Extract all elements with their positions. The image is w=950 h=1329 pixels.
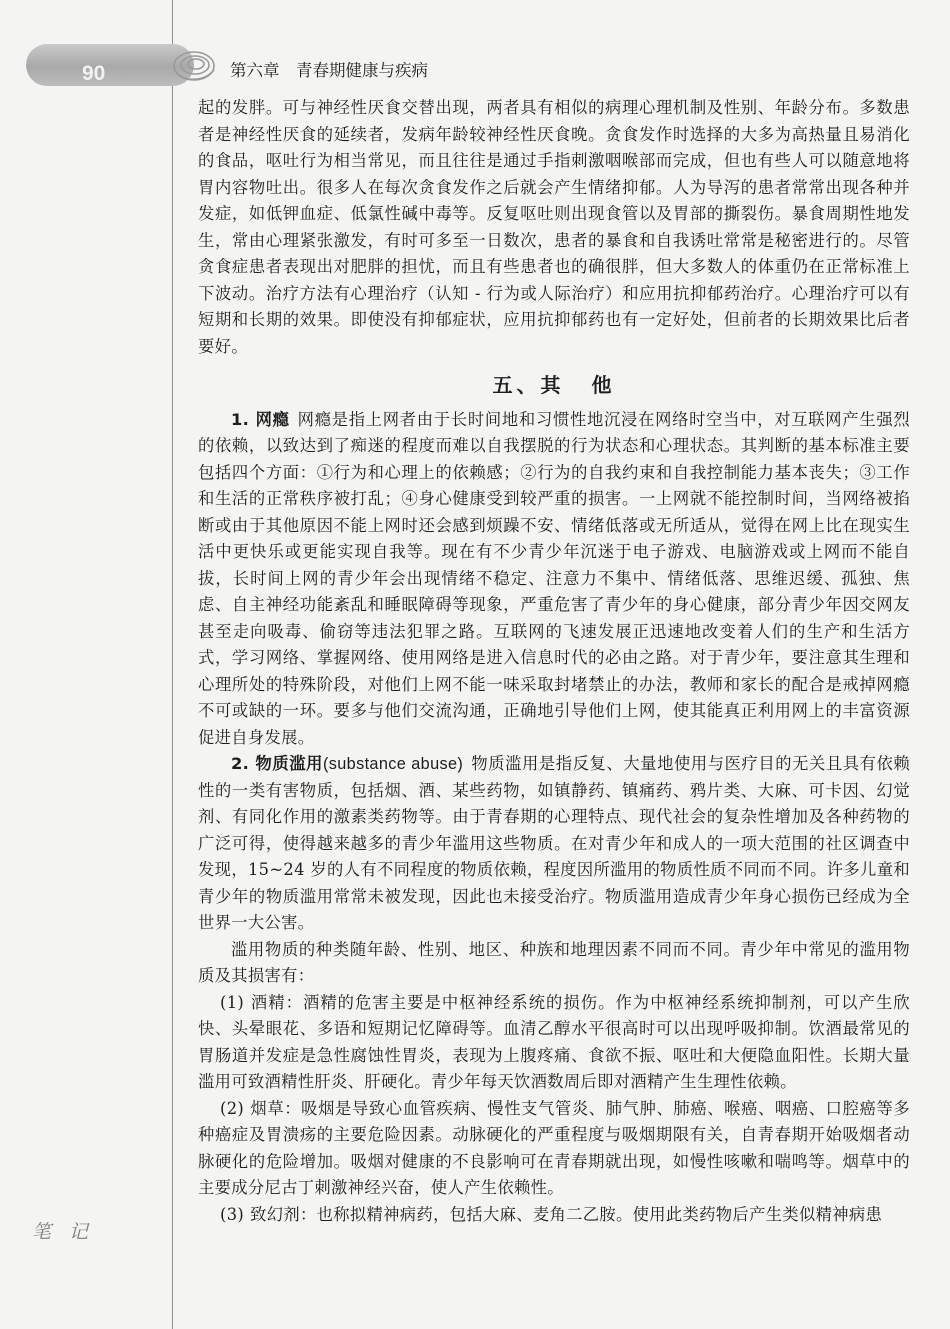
list-item-alcohol (198, 990, 910, 1096)
page-header (0, 30, 950, 90)
list-number: (2) (220, 1098, 245, 1118)
list-number: (1) (220, 992, 245, 1012)
item2-heading-en: (substance abuse) (323, 755, 464, 773)
margin-rule (172, 0, 173, 1329)
item1-text: 网瘾是指上网者由于长时间地和习惯性地沉浸在网络时空当中，对互联网产生强烈的依赖，以致达到了痴迷的程度而难以自我摆脱的行为状态和心理状态。其判断的基本标准主要包括四个方面：①行为和心理上的依赖感；②行为的自我约束和自我控制能力基本丧失；③工作和生活的正常秩序被打乱；④身心健康受到较严重的损害。一上网就不能控制时间，当网络被掐断或由于其他原因不能上网时还会感到烦躁不安、情绪低落或无所适从，觉得在网上比在现实生活中更快乐或更能实现自我等。现在有不少青少年沉迷于电子游戏、电脑游戏或上网而不能自拔，长时间上网的青少年会出现情绪不稳定、注意力不集中、情绪低落、思维迟缓、孤独、焦虑、自主神经功能紊乱和睡眠障碍等现象，严重危害了青少年的身心健康，部分青少年因交网友甚至走向吸毒、偷窃等违法犯罪之路。互联网的飞速发展正迅速地改变着人们的生产和生活方式，学习网络、掌握网络、使用网络是进入信息时代的必由之路。对于青少年，要注意其生理和心理所处的特殊阶段，对他们上网不能一味采取封堵禁止的办法，教师和家长的配合是戒掉网瘾不可或缺的一环。要多与他们交流沟通，正确地引导他们上网，使其能真正利用网上的丰富资源促进自身发展。 (198, 409, 911, 747)
section-title: 五、其 他 (492, 373, 616, 397)
swirl-decoration-icon (170, 42, 218, 88)
page-body (198, 95, 910, 1228)
types-intro-paragraph: 滥用物质的种类随年龄、性别、地区、种族和地理因素不同而不同。青少年中常见的滥用物质及其损害有： (198, 939, 910, 985)
page-number: 90 (82, 62, 106, 85)
list-item-tobacco (198, 1096, 910, 1202)
list-number: (3) (220, 1204, 245, 1224)
list-text: 致幻剂：也称拟精神病药，包括大麻、麦角二乙胺。使用此类药物后产生类似精神病患 (250, 1204, 883, 1224)
item2-heading (231, 754, 463, 773)
list-text: 酒精：酒精的危害主要是中枢神经系统的损伤。作为中枢神经系统抑制剂，可以产生欣快、头晕眼花、多语和短期记忆障碍等。血清乙醇水平很高时可以出现呼吸抑制。饮酒最常见的胃肠道并发症是急性腐蚀性胃炎，表现为上腹疼痛、食欲不振、呕吐和大便隐血阳性。长期大量滥用可致酒精性肝炎、肝硬化。青少年每天饮酒数周后即对酒精产生生理性依赖。 (198, 992, 910, 1091)
paragraph-internet-addiction (198, 407, 910, 752)
list-text: 烟草：吸烟是导致心血管疾病、慢性支气管炎、肺气肿、肺癌、喉癌、咽癌、口腔癌等多种癌症及胃溃疡的主要危险因素。动脉硬化的严重程度与吸烟期限有关，自青春期开始吸烟者动脉硬化的危险增加。吸烟对健康的不良影响可在青春期就出现，如慢性咳嗽和喘鸣等。烟草中的主要成分尼古丁刺激神经兴奋，使人产生依赖性。 (198, 1098, 910, 1197)
continuation-paragraph: 起的发胖。可与神经性厌食交替出现，两者具有相似的病理心理机制及性别、年龄分布。多数患者是神经性厌食的延续者，发病年龄较神经性厌食晚。贪食发作时选择的大多为高热量且易消化的食品，呕吐行为相当常见，而且往往是通过手指刺激咽喉部而完成，但也有些人可以随意地将胃内容物吐出。很多人在每次贪食发作之后就会产生情绪抑郁。人为导泻的患者常常出现各种并发症，如低钾血症、低氯性碱中毒等。反复呕吐则出现食管以及胃部的撕裂伤。暴食周期性地发生，常由心理紧张激发，有时可多至一日数次，患者的暴食和自我诱吐常常是秘密进行的。尽管贪食症患者表现出对肥胖的担忧，而且有些患者也的确很胖，但大多数人的体重仍在正常标准上下波动。治疗方法有心理治疗（认知 - 行为或人际治疗）和应用抗抑郁药治疗。心理治疗可以有短期和长期的效果。即使没有抑郁症状，应用抗抑郁药也有一定好处，但前者的长期效果比后者要好。 (198, 98, 910, 356)
chapter-title: 第六章 青春期健康与疾病 (230, 61, 428, 80)
item1-heading: 1. 网瘾 (231, 409, 290, 429)
paragraph-substance-abuse (198, 751, 910, 937)
page-number-tab (26, 44, 194, 86)
list-item-hallucinogens (198, 1202, 910, 1229)
item2-text: 物质滥用是指反复、大量地使用与医疗目的无关且具有依赖性的一类有害物质，包括烟、酒、某些药物，如镇静药、镇痛药、鸦片类、大麻、可卡因、幻觉剂、有同化作用的激素类药物等。由于青春期的心理特点、现代社会的复杂性增加及各种药物的广泛可得，使得越来越多的青少年滥用这些物质。在对青少年和成人的一项大范围的社区调查中发现，15~24 岁的人有不同程度的物质依赖，程度因所滥用的物质性质不同而不同。许多儿童和青少年的物质滥用常常未被发现，因此也未接受治疗。物质滥用造成青少年身心损伤已经成为全世界一大公害。 (198, 754, 910, 932)
notes-margin-label: 笔 记 (32, 1221, 95, 1243)
item2-heading-cn: 2. 物质滥用 (231, 754, 323, 773)
